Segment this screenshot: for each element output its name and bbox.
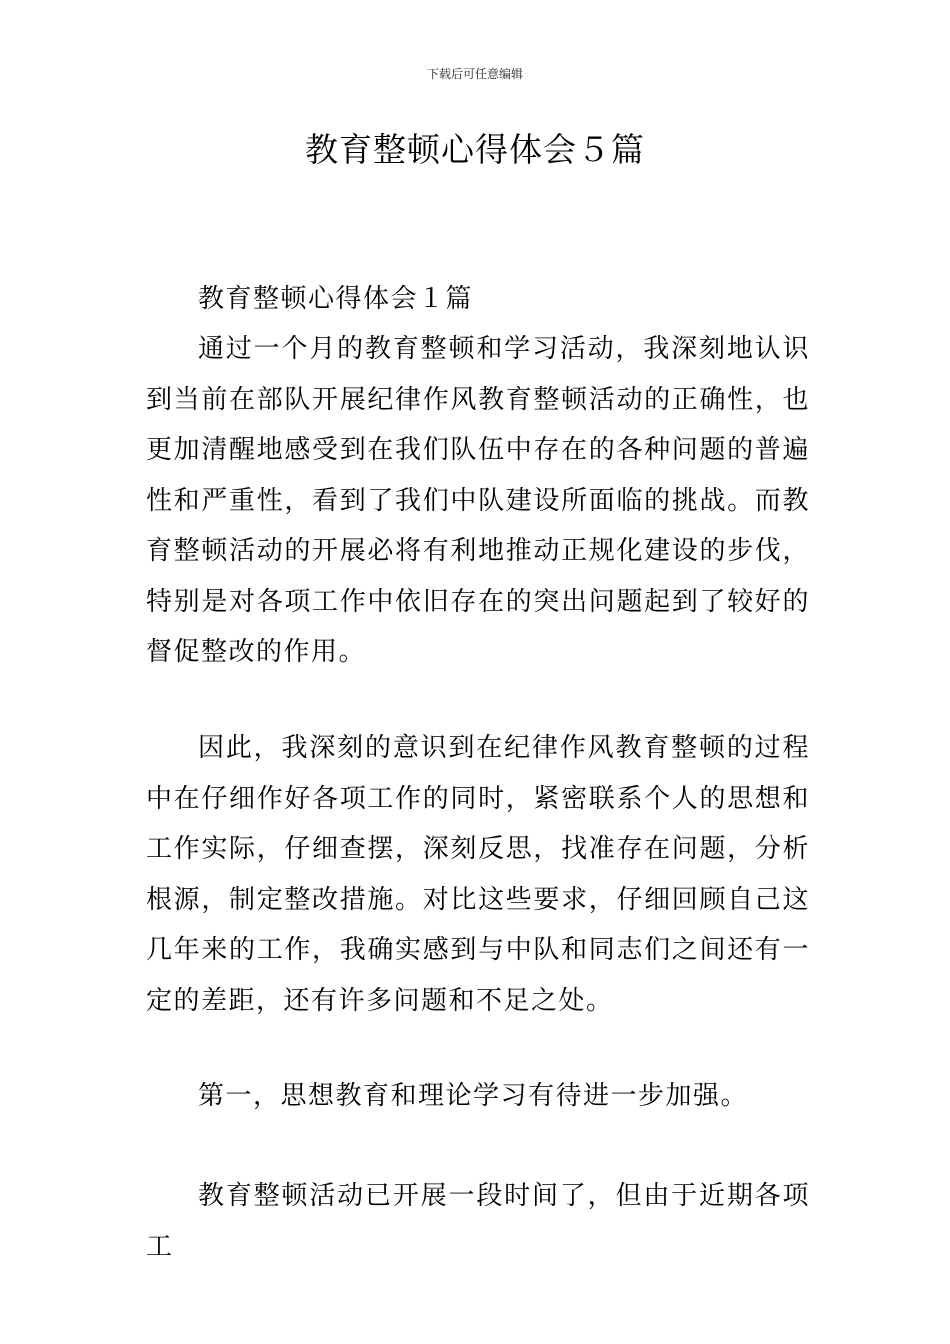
paragraph: 因此，我深刻的意识到在纪律作风教育整顿的过程中在仔细作好各项工作的同时，紧密联系个人的思想和工作实际，仔细查摆，深刻反思，找准存在问题，分析根源，制定整改措施。对比这些要求，仔细回顾自己这几年来的工作，我确实感到与中队和同志们之间还有一定的差距，还有许多问题和不足之处。 [146, 733, 810, 1016]
document-title: 教育整顿心得体会５篇 [305, 130, 645, 169]
section-heading: 教育整顿心得体会１篇 [198, 284, 474, 314]
paragraph: 通过一个月的教育整顿和学习活动，我深刻地认识到当前在部队开展纪律作风教育整顿活动的正确性，也更加清醒地感受到在我们队伍中存在的各种问题的普遍性和严重性，看到了我们中队建设所面临的挑战。而教育整顿活动的开展必将有利地推动正规化建设的步伐，特别是对各项工作中依旧存在的突出问题起到了较好的督促整改的作用。 [146, 334, 810, 667]
paragraph: 教育整顿活动已开展一段时间了，但由于近期各项工 [146, 1181, 810, 1262]
point-heading: 第一，思想教育和理论学习有待进一步加强。 [198, 1081, 749, 1111]
header-note: 下载后可任意编辑 [426, 67, 523, 81]
